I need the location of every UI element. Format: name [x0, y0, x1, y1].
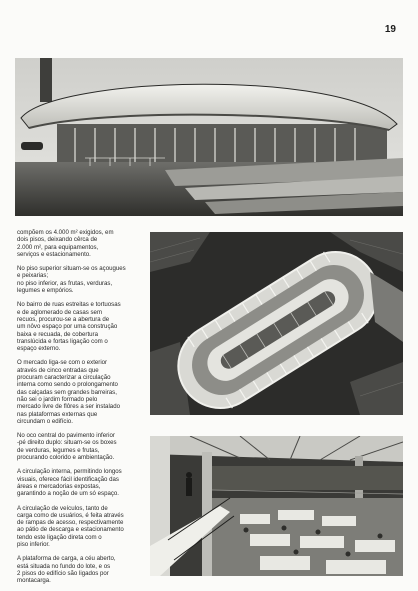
market-building-exterior-photo [15, 58, 403, 216]
text-line: procuram caracterizar a circulação [17, 374, 111, 382]
text-line: interna como sendo o prolongamento [17, 381, 118, 389]
text-line: -pé direito duplo: situam-se os boxes [17, 439, 117, 447]
text-line: áreas e mercadorias expostas, [17, 482, 101, 490]
body-paragraph [17, 359, 141, 425]
text-line: translúcida e fortas ligação com o [17, 337, 108, 345]
text-line: garantindo a noção de um só espaço. [17, 490, 119, 498]
text-line: carga como de usuários, é feita através [17, 511, 124, 519]
text-line: montacarga. [17, 577, 51, 585]
text-line: um nôvo espaço por uma construção [17, 323, 118, 331]
body-paragraph [17, 301, 141, 352]
text-line: A circulação interna, permitindo longos [17, 468, 122, 476]
text-line: ao pátio de descarga e estacionamento [17, 526, 124, 534]
text-line: baixa e recuada, de cobertura [17, 330, 98, 338]
text-line: mercado livre de flôres a ser instalado [17, 403, 120, 411]
text-line: de rampas de acesso, respectivamente [17, 519, 124, 527]
body-text-column [17, 229, 141, 591]
text-line: está situada no fundo do lote, e os [17, 562, 111, 570]
body-paragraph [17, 468, 141, 497]
text-line: 2.000 m², para equipamentos, [17, 243, 99, 251]
body-paragraph [17, 229, 141, 258]
text-line: das calçadas sem grandes barreiras, [17, 388, 117, 396]
text-line: A plataforma de carga, a céu aberto, [17, 555, 116, 563]
text-line: dois pisos, deixando cêrca de [17, 236, 98, 244]
body-paragraph [17, 432, 141, 461]
text-line: e de aglomerado de casas sem [17, 308, 103, 316]
text-line: e peixarias; [17, 272, 49, 280]
text-line: recuos, procurou-se a abertura de [17, 315, 110, 323]
text-line: visuais, oferece fácil identificação das [17, 475, 119, 483]
text-line: espaço externo. [17, 345, 61, 353]
text-line: tendo este ligação direta com o [17, 533, 102, 541]
text-line: No oco central do pavimento inferior [17, 432, 115, 440]
text-line: A circulação de veículos, tanto de [17, 504, 108, 512]
text-line: procurando colorido e ambientação. [17, 454, 115, 462]
body-paragraph [17, 505, 141, 549]
text-line: compõem os 4.000 m² exigidos, em [17, 229, 114, 236]
text-line: No bairro de ruas estreitas e tortuosas [17, 301, 121, 309]
text-line: circundam o edifício. [17, 417, 73, 425]
text-line: no piso inferior, as frutas, verduras, [17, 279, 113, 287]
page-number: 19 [384, 24, 396, 35]
text-line: piso inferior. [17, 540, 50, 548]
text-line: O mercado liga-se com o exterior [17, 359, 108, 367]
text-line: de verduras, legumes e frutas, [17, 446, 100, 454]
text-line: 2 pisos do edifício são ligados por [17, 569, 109, 577]
oval-roof-aerial-photo [150, 232, 403, 415]
text-line: nas plataformas externas que [17, 410, 98, 418]
text-line: não sei o jardim formado pelo [17, 395, 98, 403]
body-paragraph [17, 265, 141, 294]
text-line: através de cinco entradas que [17, 366, 99, 374]
market-interior-photo [150, 436, 403, 576]
text-line: No piso superior situam-se os açougues [17, 265, 126, 273]
text-line: serviços e estacionamento. [17, 250, 91, 258]
text-line: legumes e empórios. [17, 287, 74, 295]
body-paragraph [17, 555, 141, 584]
